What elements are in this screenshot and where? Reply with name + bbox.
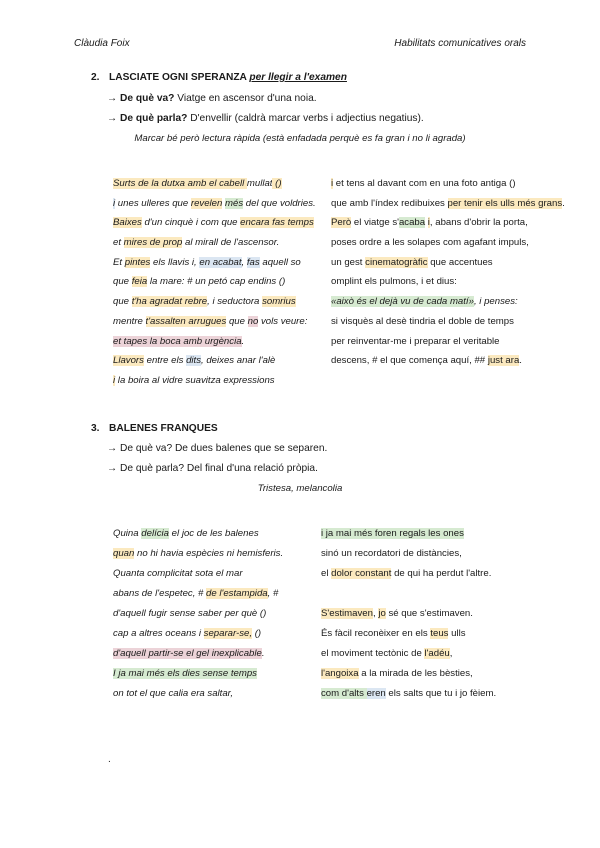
section2-left-highlighted-word: Baixes [113,217,142,229]
section3-left-verse [113,684,283,704]
section2-left-verse [113,371,316,391]
section2-title-text: LASCIATE OGNI SPERANZA [109,72,247,83]
section2-left-highlighted-word: en acabat [199,256,242,268]
section3-left-text: Quanta complicitat sota el mar [113,568,243,579]
section2-poem-column-right [331,174,565,371]
section3-right-text: ulls [448,628,466,639]
section3-left-verse [113,544,283,564]
section2-q1-label: → De què va? [107,93,175,104]
section3-right-text: el [321,568,332,579]
section2-left-verse [113,292,316,312]
section2-left-text: unes ulleres que [115,197,191,209]
section2-left-text: que [226,315,248,327]
section2-left-verse [113,194,316,214]
section2-right-verse [331,194,565,214]
section2-q2-label: → De què parla? [107,113,188,124]
section3-right-text: És fàcil reconèixer en els [321,628,431,639]
section2-left-text: que [113,296,132,308]
section2-right-highlighted-word: i [427,217,430,229]
section2-right-text: que amb l'índex redibuixes [331,197,448,209]
section2-left-highlighted-word: Llavors [113,355,144,367]
section2-left-highlighted-word: i [113,374,116,386]
section2-left-text: aquell so [259,256,301,268]
section2-right-highlighted-word: per tenir els ulls més grans [447,197,563,209]
section3-right-text: , [372,608,379,619]
section2-q2-text: D'envellir (caldrà marcar verbs i adjectius negatius). [187,113,424,124]
section3-left-verse [113,604,283,624]
section2-left-text: del que voldries. [243,197,316,209]
section3-left-verse [113,624,283,644]
section2-right-text: et tens al davant com en una foto antiga () [333,178,516,189]
section2-left-highlighted-word: pintes [124,256,151,268]
section2-right-highlighted-word: cinematogràfic [365,256,428,268]
section2-right-verse [331,233,565,253]
section2-left-highlighted-word: t'ha agradat rebre [131,296,208,308]
section2-left-verse [113,332,316,352]
section3-right-verse [321,524,496,544]
section3-left-text: , # [267,588,279,599]
section2-right-text: un gest [331,256,366,268]
section2-right-text: poses ordre a les solapes com agafant impuls, [331,237,529,249]
section3-left-text: Quina [113,528,142,539]
section3-left-verse [113,584,283,604]
section2-right-text: el viatge s' [351,217,399,229]
section2-left-text: et [113,237,124,249]
section2-left-text: , [241,256,247,268]
section3-right-highlighted-word: i ja mai més foren regals les ones [321,528,464,539]
section2-left-verse [113,312,316,332]
section2-right-text: . [519,355,522,367]
section3-right-text: de qui ha perdut l'altre. [391,568,492,579]
section3-right-text: , [449,648,453,659]
section2-right-highlighted-word: just ara [487,355,520,367]
section2-right-verse [331,332,565,352]
section3-right-highlighted-word: eren [366,688,386,699]
section2-left-highlighted-word: i [113,197,116,209]
section2-left-verse [113,272,316,292]
section2-left-highlighted-word: no [247,315,259,327]
section2-right-text: descens, # el que comença aquí, ## [331,355,488,367]
section3-left-highlighted-word: delícia [141,528,170,539]
section3-right-verse [321,644,496,664]
section2-number: 2. [91,72,100,83]
section2-right-highlighted-word: Però [331,217,352,229]
section3-poem-column-left [113,524,283,704]
section3-right-verse [321,664,496,684]
section3-right-highlighted-word: com d'alts [321,688,367,699]
section2-poem-column-left [113,174,316,391]
section2-right-highlighted-word: «això és el dejà vu de cada matí» [331,296,474,308]
section2-q1-text: Viatge en ascensor d'una noia. [174,93,317,104]
section3-left-verse [113,664,283,684]
section3-right-highlighted-word: dolor constant [331,568,392,579]
section2-right-text: , i penses: [473,296,518,308]
section2-left-highlighted-word: t'assalten arrugues [145,315,227,327]
section3-right-highlighted-word: S'estimaven [321,608,373,619]
section2-left-highlighted-word: et tapes la boca amb urgència [113,335,242,347]
section2-left-highlighted-word: () [272,178,282,189]
section2-right-text: . [562,197,565,209]
section2-left-highlighted-word: dits [186,355,202,367]
section3-title [91,423,218,434]
section2-left-text: Et [113,256,125,268]
section2-right-verse [331,351,565,371]
section3-right-text: sé que s'estimaven. [385,608,473,619]
section2-right-text: que accentues [427,256,493,268]
section2-right-verse [331,292,565,312]
section2-left-text: , deixes anar l'alè [201,355,276,367]
section2-left-highlighted-word: feia [131,276,148,288]
section2-note: Marcar bé però lectura ràpida (està enfadada perquè es fa gran i no li agrada) [134,133,466,144]
footer-mark: . [108,754,111,765]
section3-left-highlighted-word: quan [113,548,135,559]
section2-left-text: , i seductora [207,296,263,308]
section2-left-verse [113,351,316,371]
section3-note: Tristesa, melancolia [257,483,343,494]
section2-right-text: , abans d'obrir la porta, [429,217,528,229]
section3-right-verse [321,564,496,584]
section2-subtitle: per llegir a l'examen [249,72,347,83]
section3-left-verse [113,644,283,664]
section3-left-text: . [261,648,265,659]
section2-left-highlighted-word: somrius [262,296,296,308]
section2-left-text: d'un cinquè i com que [141,217,241,229]
section3-left-highlighted-word: de l'estampida [206,588,268,599]
section2-left-text: . [241,335,245,347]
section2-title [91,72,347,83]
section2-left-text: entre els [143,355,187,367]
section3-right-text: el moviment tectònic de [321,648,425,659]
section3-left-verse [113,564,283,584]
section3-left-text: () [252,628,262,639]
section2-q2 [107,113,424,124]
section2-left-text: que [113,276,132,288]
section2-right-highlighted-word: acaba [398,217,426,229]
section3-right-verse [321,584,496,604]
section2-right-verse [331,213,565,233]
section2-left-text: els llavis i, [150,256,200,268]
section3-right-text: sinó un recordatori de distàncies, [321,548,462,559]
section2-right-verse [331,253,565,273]
section2-right-verse [331,272,565,292]
section3-right-text: a la mirada de les bèsties, [358,668,473,679]
section3-right-verse [321,624,496,644]
section3-right-verse [321,544,496,564]
section3-left-highlighted-word: I ja mai més els dies sense temps [113,668,257,679]
section2-right-verse [331,174,565,194]
section3-left-text: abans de l'espetec, # [113,588,207,599]
section2-right-text: per reinventar-me i preparar el veritable [331,335,500,347]
section2-right-text: omplint els pulmons, i et dius: [331,276,457,288]
section3-number: 3. [91,423,100,434]
section2-left-verse [113,253,316,273]
section3-right-highlighted-word: l'angoixa [321,668,359,679]
section2-right-highlighted-word: i [331,178,334,189]
section2-right-verse [331,312,565,332]
section3-right-highlighted-word: jo [378,608,386,619]
section3-poem-column-right [321,524,496,704]
section3-left-text: no hi havia espècies ni hemisferis. [134,548,284,559]
section2-left-highlighted-word: Surts [113,178,136,189]
section3-left-text: on tot el que calia era saltar, [113,688,233,699]
section3-title-text: BALENES FRANQUES [109,423,218,434]
section2-left-text: la mare: # un petó cap endins () [147,276,286,288]
section2-left-text: mentre [113,315,146,327]
section3-left-highlighted-word: separar-se, [203,628,253,639]
section2-left-text: mullat [246,178,273,189]
section3-left-highlighted-word: d'aquell partir-se el gel inexplicable [113,648,262,659]
section2-left-verse [113,174,316,194]
section3-right-highlighted-word: l'adéu [424,648,450,659]
section2-q1 [107,93,317,104]
section3-left-verse [113,524,283,544]
header-subject: Habilitats comunicatives orals [394,38,526,49]
section3-left-text: el joc de les balenes [169,528,259,539]
section2-left-text: al mirall de l'ascensor. [182,237,280,249]
section2-left-text: vols veure: [258,315,308,327]
section3-right-text: els salts que tu i jo fèiem. [385,688,497,699]
section3-q2: → De què parla? Del final d'una relació pròpia. [107,463,318,474]
section2-left-highlighted-word: revelen [190,197,223,209]
section2-left-highlighted-word: fas [246,256,260,268]
section2-left-highlighted-word: encara fas temps [240,217,314,229]
section2-left-verse [113,213,316,233]
section3-q1: → De què va? De dues balenes que se separen. [107,443,328,454]
section2-left-highlighted-word: de la dutxa amb el cabell [135,178,247,189]
section2-left-highlighted-word: mires de prop [123,237,183,249]
section3-right-highlighted-word: teus [430,628,449,639]
section3-right-verse [321,604,496,624]
section2-right-text: si visquès al desè tindria el doble de temps [331,315,514,327]
section2-left-verse [113,233,316,253]
section2-left-text: la boira al vidre suavitza expressions [115,374,275,386]
section3-right-verse [321,684,496,704]
section2-left-highlighted-word: més [225,197,244,209]
section3-left-text: d'aquell fugir sense saber per què () [113,608,267,619]
section3-left-text: cap a altres oceans i [113,628,204,639]
header-author: Clàudia Foix [74,38,130,49]
